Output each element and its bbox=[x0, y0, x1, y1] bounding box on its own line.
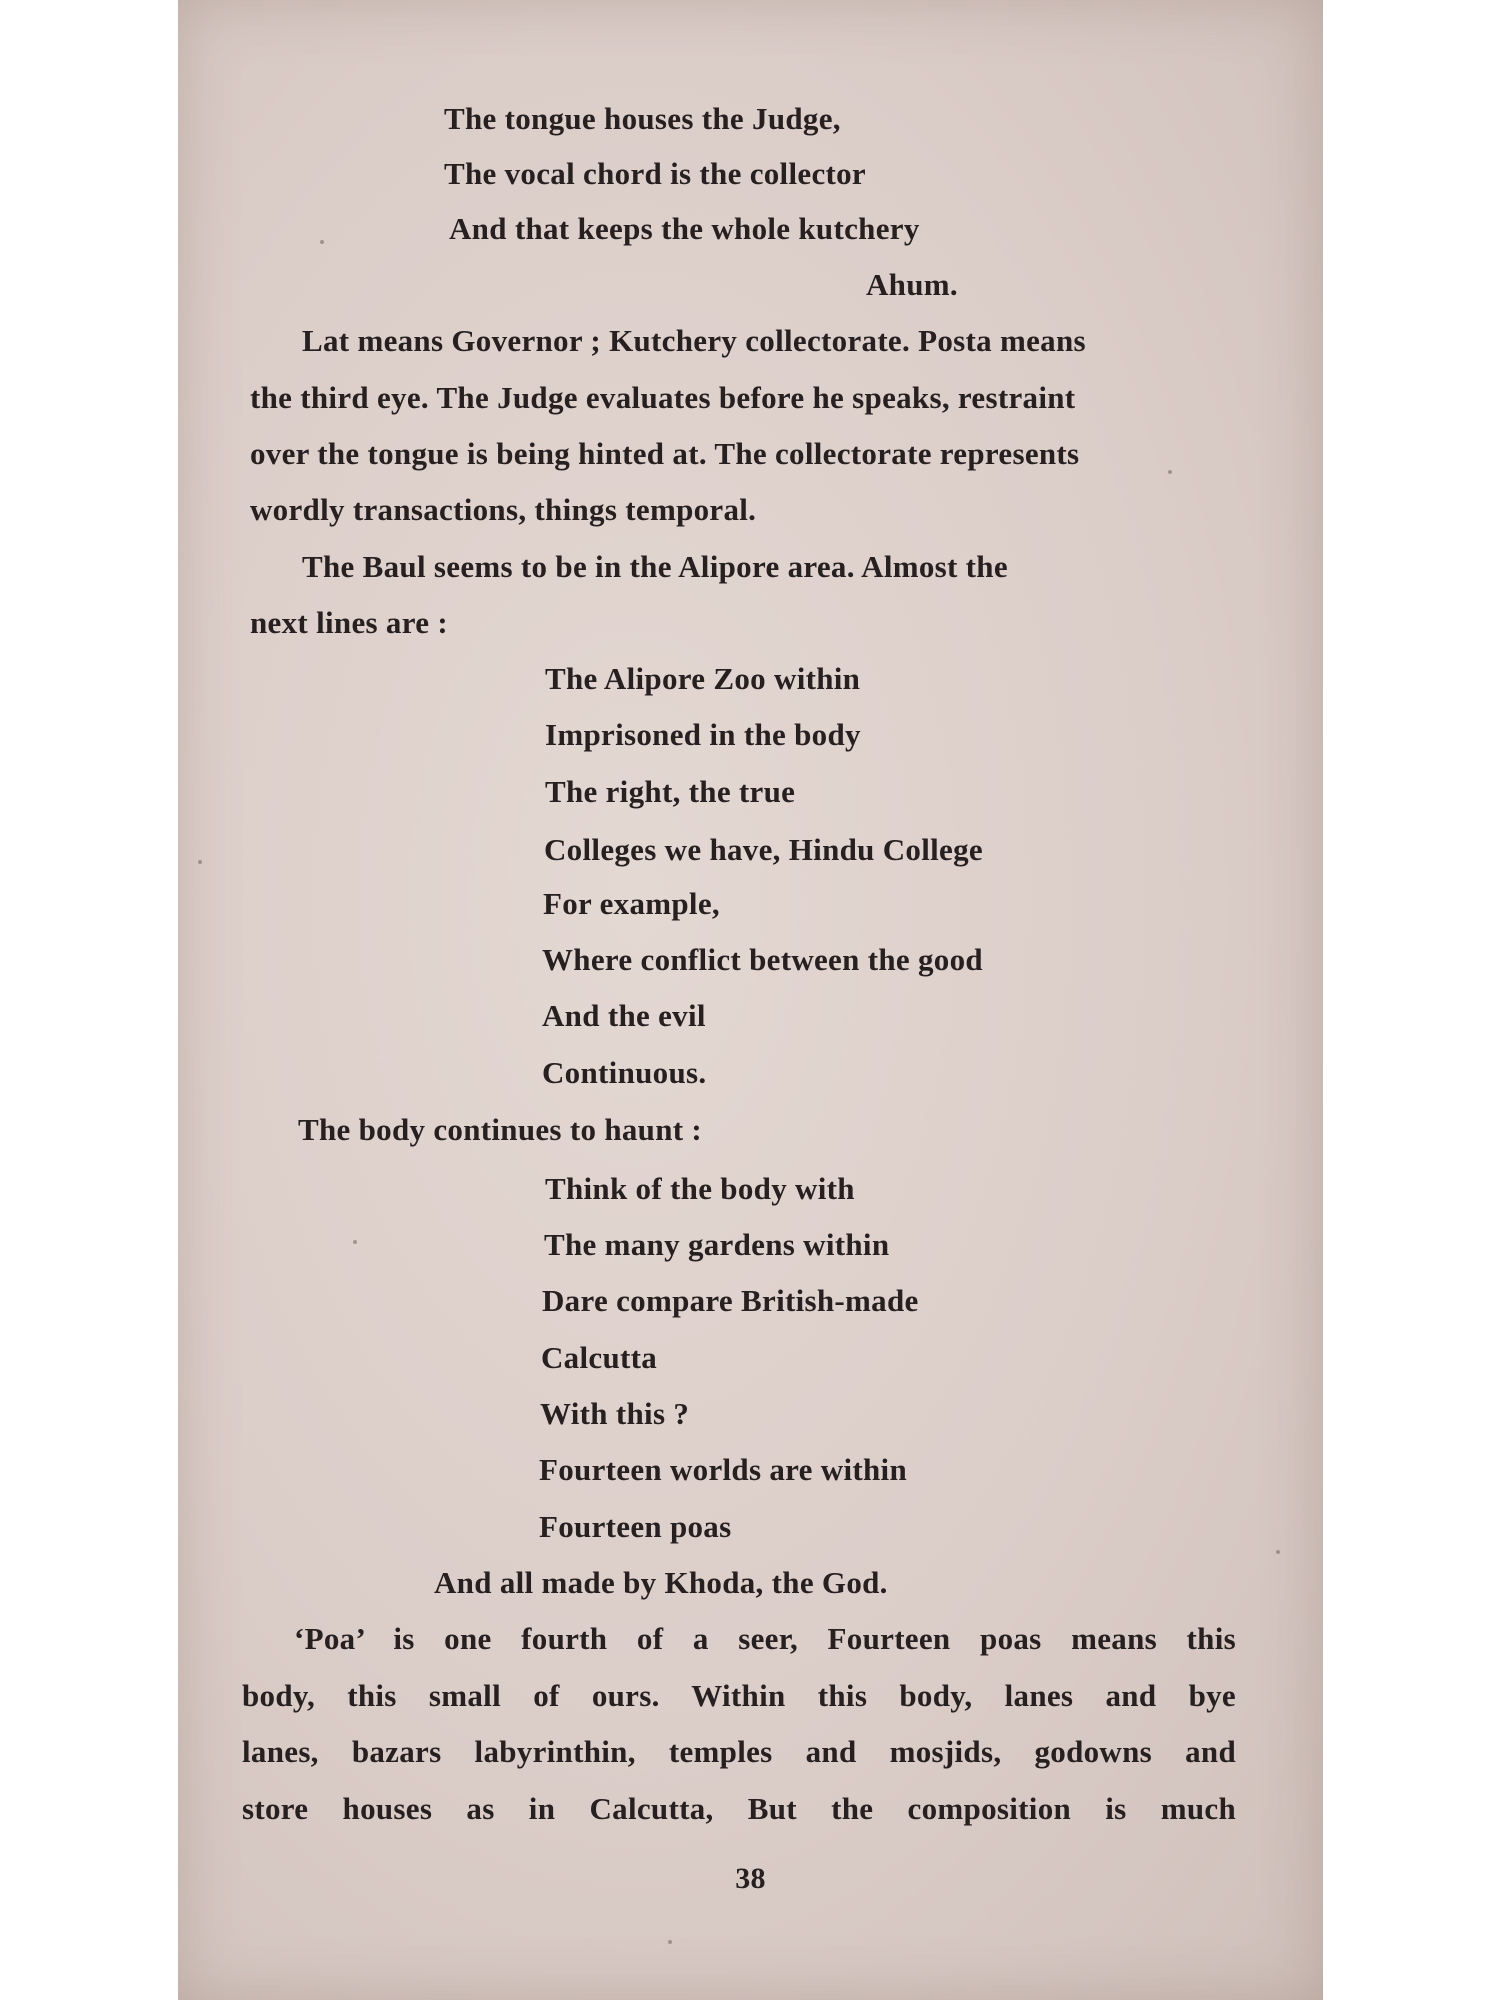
poem2-line-5: For example, bbox=[543, 886, 720, 921]
para3-line-1: The body continues to haunt : bbox=[298, 1112, 703, 1147]
paper-speck bbox=[668, 1940, 672, 1944]
poem2-line-4: Colleges we have, Hindu College bbox=[544, 832, 983, 867]
poem3-line-3: Dare compare British-made bbox=[542, 1283, 919, 1318]
para1-line-2: the third eye. The Judge evaluates before he speaks, restraint bbox=[250, 380, 1076, 415]
poem3-line-2: The many gardens within bbox=[544, 1227, 890, 1262]
poem3-line-6: Fourteen worlds are within bbox=[539, 1452, 908, 1487]
poem1-line-4: Ahum. bbox=[866, 267, 958, 302]
poem2-line-8: Continuous. bbox=[542, 1055, 707, 1090]
para4-line-3: lanes, bazars labyrinthin, temples and mosjids, godowns and bbox=[242, 1734, 1236, 1769]
page-number: 38 bbox=[735, 1862, 766, 1895]
paper-speck bbox=[198, 860, 202, 864]
paper-speck bbox=[1276, 1550, 1280, 1554]
para4-line-2: body, this small of ours. Within this body, lanes and bye bbox=[242, 1678, 1236, 1713]
paper-speck bbox=[320, 240, 324, 244]
poem2-line-1: The Alipore Zoo within bbox=[545, 661, 861, 696]
poem1-line-1: The tongue houses the Judge, bbox=[444, 101, 841, 136]
poem3-line-5: With this ? bbox=[540, 1396, 690, 1431]
poem1-line-2: The vocal chord is the collector bbox=[444, 156, 866, 191]
poem3-line-4: Calcutta bbox=[541, 1340, 658, 1375]
para2-line-2: next lines are : bbox=[250, 605, 448, 640]
poem1-line-3: And that keeps the whole kutchery bbox=[449, 211, 920, 246]
paper-speck bbox=[353, 1240, 357, 1244]
poem2-line-3: The right, the true bbox=[545, 774, 796, 809]
poem2-line-7: And the evil bbox=[542, 998, 706, 1033]
paper-speck bbox=[1168, 470, 1172, 474]
book-page bbox=[178, 0, 1323, 2000]
poem3-line-8: And all made by Khoda, the God. bbox=[434, 1565, 888, 1600]
para4-line-1: ‘Poa’ is one fourth of a seer, Fourteen poas means this bbox=[294, 1621, 1236, 1656]
para1-line-1: Lat means Governor ; Kutchery collectorate. Posta means bbox=[302, 323, 1086, 358]
poem2-line-6: Where conflict between the good bbox=[542, 942, 983, 977]
para1-line-3: over the tongue is being hinted at. The collectorate represents bbox=[250, 436, 1080, 471]
poem3-line-7: Fourteen poas bbox=[539, 1509, 732, 1544]
poem2-line-2: Imprisoned in the body bbox=[545, 717, 861, 752]
para1-line-4: wordly transactions, things temporal. bbox=[250, 492, 757, 527]
poem3-line-1: Think of the body with bbox=[545, 1171, 855, 1206]
para4-line-4: store houses as in Calcutta, But the composition is much bbox=[242, 1791, 1236, 1826]
para2-line-1: The Baul seems to be in the Alipore area. Almost the bbox=[302, 549, 1008, 584]
